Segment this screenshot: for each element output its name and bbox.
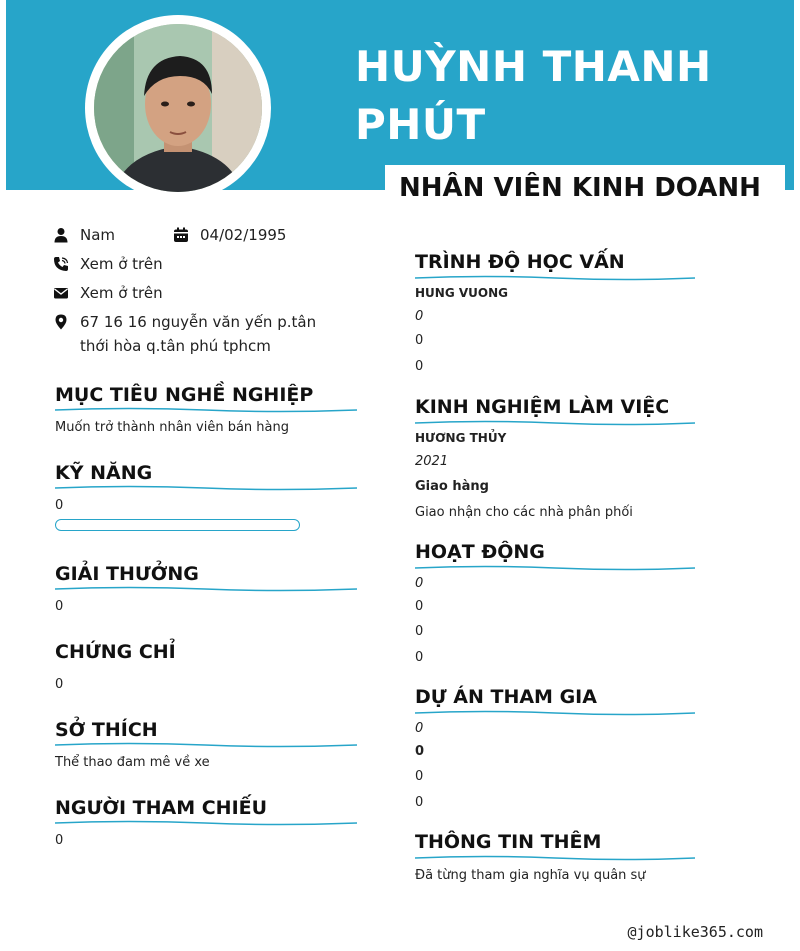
experience-time: 2021 bbox=[415, 454, 449, 469]
avatar-photo bbox=[94, 24, 262, 192]
section-underline bbox=[55, 484, 357, 492]
additional-info-title: THÔNG TIN THÊM bbox=[415, 831, 602, 853]
education-major: 0 bbox=[415, 333, 424, 348]
section-underline bbox=[55, 741, 357, 749]
education-title: TRÌNH ĐỘ HỌC VẤN bbox=[415, 251, 625, 273]
activities-role: 0 bbox=[415, 624, 424, 639]
gender-value: Nam bbox=[80, 226, 116, 244]
hobbies-text: Thể thao đam mê về xe bbox=[55, 755, 210, 770]
references-text: 0 bbox=[55, 833, 64, 848]
phone-icon bbox=[53, 256, 69, 272]
section-underline bbox=[415, 709, 695, 717]
email-row bbox=[53, 284, 163, 305]
awards-title: GIẢI THƯỞNG bbox=[55, 563, 199, 585]
projects-role: 0 bbox=[415, 769, 424, 784]
skills-title: KỸ NĂNG bbox=[55, 462, 153, 484]
activities-title: HOẠT ĐỘNG bbox=[415, 541, 545, 563]
email-value: Xem ở trên bbox=[80, 284, 163, 302]
certificates-text: 0 bbox=[55, 677, 64, 692]
job-title: NHÂN VIÊN KINH DOANH bbox=[399, 173, 761, 203]
skill-level-bar bbox=[55, 519, 300, 531]
skill-name: 0 bbox=[55, 498, 64, 513]
experience-description: Giao nhận cho các nhà phân phối bbox=[415, 505, 633, 520]
education-time: 0 bbox=[415, 309, 424, 324]
projects-time: 0 bbox=[415, 721, 424, 736]
address-row bbox=[53, 313, 343, 358]
job-title-box bbox=[385, 165, 785, 213]
education-school: HUNG VUONG bbox=[415, 286, 508, 300]
avatar-frame bbox=[85, 15, 271, 201]
section-underline bbox=[415, 564, 695, 572]
activities-time: 0 bbox=[415, 576, 424, 591]
section-underline bbox=[55, 406, 357, 414]
section-underline bbox=[415, 854, 695, 862]
projects-description: 0 bbox=[415, 795, 424, 810]
phone-row bbox=[53, 255, 163, 276]
activities-organization: 0 bbox=[415, 599, 424, 614]
envelope-icon bbox=[53, 285, 69, 301]
education-description: 0 bbox=[415, 359, 424, 374]
projects-title: DỰ ÁN THAM GIA bbox=[415, 686, 597, 708]
section-underline bbox=[55, 819, 357, 827]
gender-row bbox=[53, 226, 115, 247]
calendar-icon bbox=[173, 227, 189, 243]
section-underline bbox=[415, 419, 695, 427]
references-title: NGƯỜI THAM CHIẾU bbox=[55, 797, 268, 819]
experience-title: KINH NGHIỆM LÀM VIỆC bbox=[415, 396, 670, 418]
awards-text: 0 bbox=[55, 599, 64, 614]
activities-description: 0 bbox=[415, 650, 424, 665]
map-pin-icon bbox=[53, 314, 69, 330]
user-icon bbox=[53, 227, 69, 243]
phone-value: Xem ở trên bbox=[80, 255, 163, 273]
section-underline bbox=[55, 585, 357, 593]
experience-position: Giao hàng bbox=[415, 479, 489, 494]
experience-company: HƯƠNG THỦY bbox=[415, 431, 507, 445]
objective-text: Muốn trở thành nhân viên bán hàng bbox=[55, 420, 289, 435]
candidate-name: HUỲNH THANH PHÚT bbox=[355, 42, 712, 149]
additional-info-text: Đã từng tham gia nghĩa vụ quân sự bbox=[415, 868, 646, 883]
watermark: @joblike365.com bbox=[627, 923, 763, 941]
avatar bbox=[94, 24, 262, 192]
projects-name: 0 bbox=[415, 744, 425, 759]
address-value: 67 16 16 nguyễn văn yến p.tân thới hòa q.tân phú tphcm bbox=[80, 313, 317, 355]
birthday-value: 04/02/1995 bbox=[200, 226, 287, 244]
birthday-row bbox=[173, 226, 286, 247]
objective-title: MỤC TIÊU NGHỀ NGHIỆP bbox=[55, 384, 314, 406]
section-underline bbox=[415, 274, 695, 282]
certificates-title: CHỨNG CHỈ bbox=[55, 641, 176, 663]
hobbies-title: SỞ THÍCH bbox=[55, 719, 158, 741]
